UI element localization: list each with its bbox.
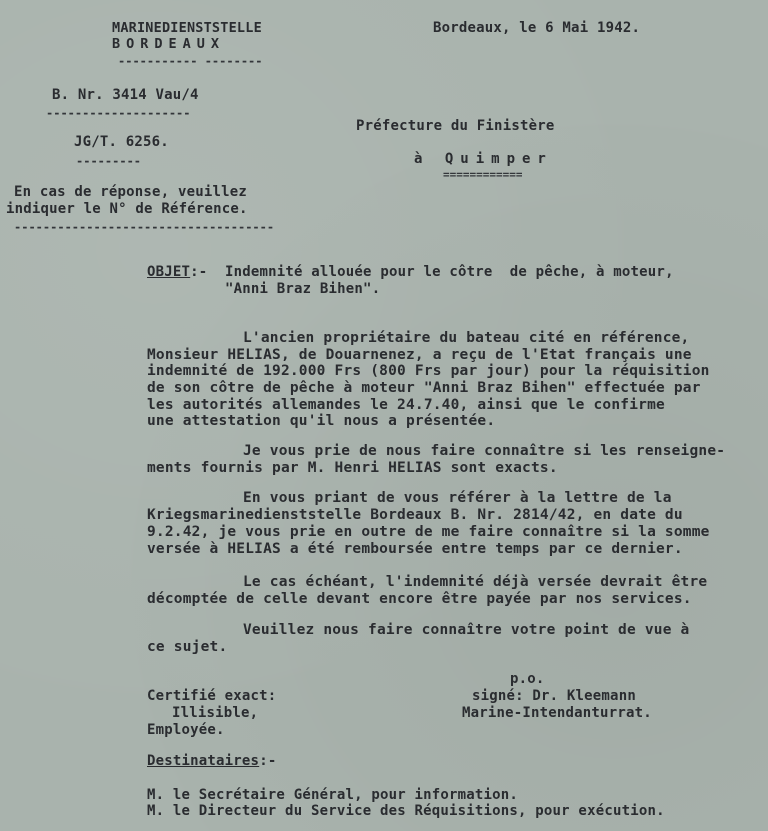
p4-line2: décomptée de celle devant encore être payée par nos services. [147,591,692,607]
signature-title: Marine-Intendanturrat. [462,705,652,721]
p1-line2: Monsieur HELIAS, de Douarnenez, a reçu de l'Etat français une [147,347,692,363]
p1-line6: une attestation qu'il nous a présentée. [147,413,496,429]
p5-line2: ce sujet. [147,639,228,655]
p1-line4: de son côtre de pêche à moteur "Anni Braz Bihen" effectuée par [147,380,701,396]
letter-date: Bordeaux, le 6 Mai 1942. [433,20,641,36]
recipients-label: Destinataires [147,753,260,769]
signature-po: p.o. [510,671,545,687]
recipient-city: à Quimper [414,151,553,167]
subject-line1: Indemnité allouée pour le côtre de pêche, à moteur, [225,264,674,280]
recipient-city-underline: ============ [443,170,523,180]
recipients-heading [147,753,276,770]
office-city: BORDEAUX [112,36,226,52]
p4-line1: Le cas échéant, l'indemnité déjà versée devrait être [243,574,708,590]
certification-line3: Employée. [147,722,225,738]
certification-line1: Certifié exact: [147,688,277,704]
reference-secondary-underline: --------- [76,156,142,166]
recipient-line2: M. le Directeur du Service des Réquisitions, pour exécution. [147,803,665,819]
p2-line2: ments fournis par M. Henri HELIAS sont exacts. [147,460,558,476]
subject-label: OBJET [147,264,191,280]
reference-number: B. Nr. 3414 Vau/4 [52,87,199,103]
office-name: MARINEDIENSTSTELLE [112,20,262,36]
p3-line3: 9.2.42, je vous prie en outre de me faire connaître si la somme [147,524,710,540]
p2-line1: Je vous prie de nous faire connaître si les renseigne- [243,443,726,459]
certification-line2: Illisible, [172,705,259,721]
subject-separator: :- [190,264,208,280]
reference-underline: -------------------- [46,108,191,118]
reference-secondary: JG/T. 6256. [74,134,169,150]
recipient-prefecture: Préfecture du Finistère [356,118,555,134]
p1-line3: indemnité de 192.000 Frs (800 Frs par jour) pour la réquisition [147,363,710,379]
signature-signed: signé: Dr. Kleemann [472,688,636,704]
reply-note-line2: indiquer le N° de Référence. [6,201,248,217]
p1-line5: les autorités allemandes le 24.7.40, ainsi que le confirme [147,397,665,413]
p5-line1: Veuillez nous faire connaître votre point de vue à [243,622,690,638]
subject-block [147,264,207,281]
office-underline: ----------- -------- [118,56,263,66]
subject-line2: "Anni Braz Bihen". [225,281,381,297]
reply-note-line1: En cas de réponse, veuillez [14,184,247,200]
reply-note-underline: ------------------------------------ [14,222,275,232]
p1-line1: L'ancien propriétaire du bateau cité en référence, [243,330,690,346]
p3-line2: Kriegsmarinedienststelle Bordeaux B. Nr. 2814/42, en date du [147,507,683,523]
recipient-line1: M. le Secrétaire Général, pour information. [147,787,519,803]
p3-line4: versée à HELIAS a été remboursée entre temps par ce dernier. [147,541,683,557]
recipients-separator: :- [259,753,277,769]
p3-line1: En vous priant de vous référer à la lettre de la [243,490,672,506]
